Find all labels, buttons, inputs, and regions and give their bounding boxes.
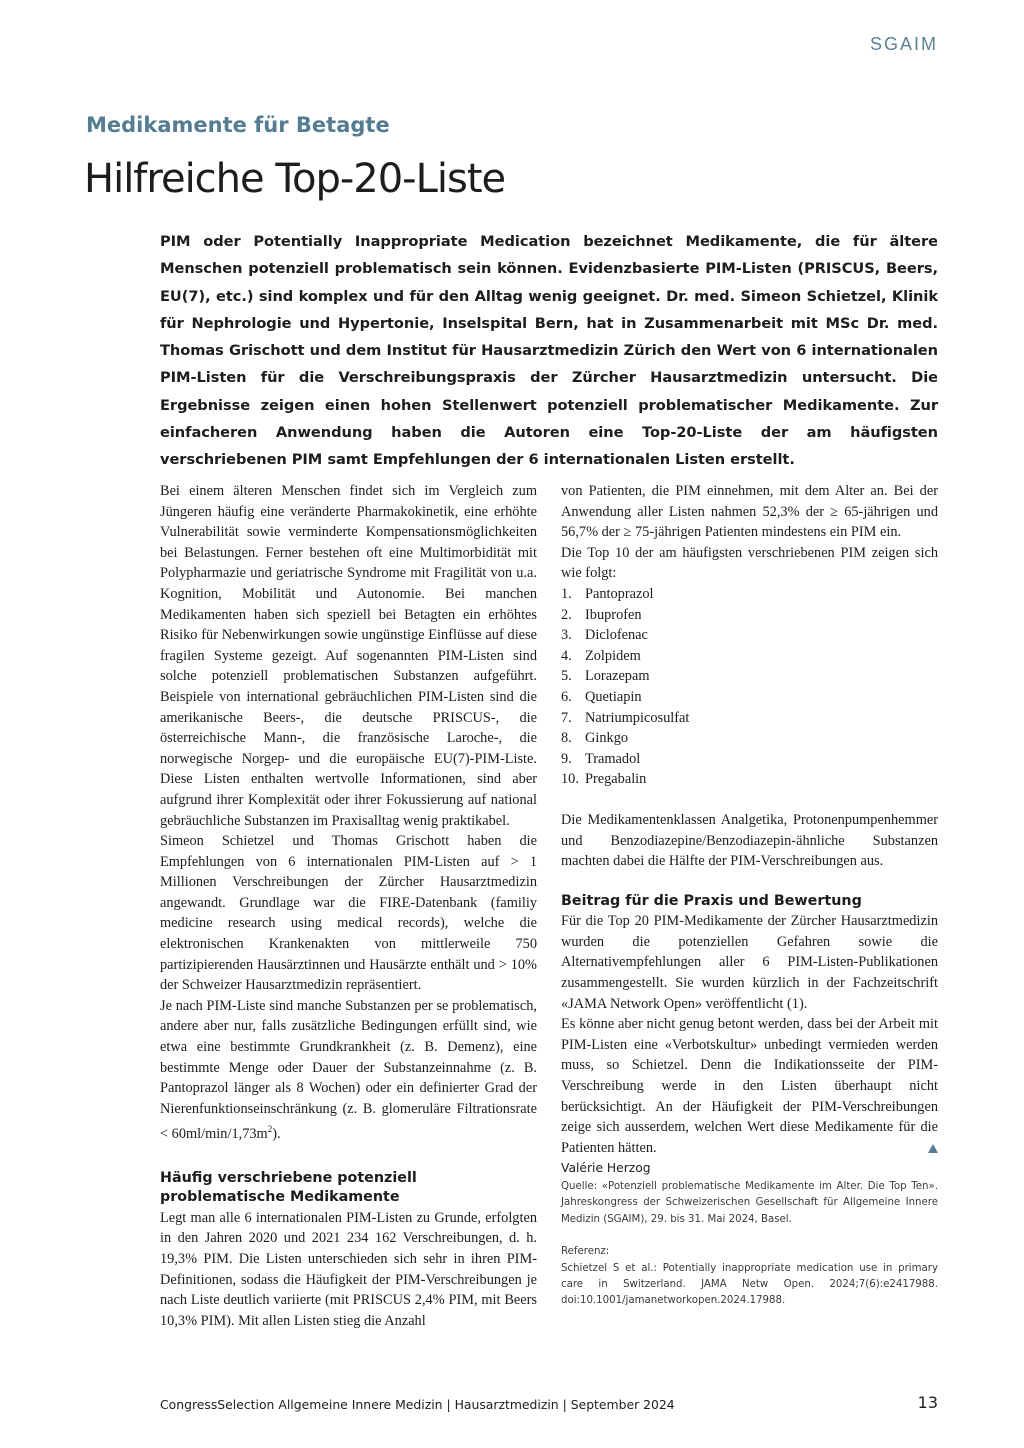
list-text: Ibuprofen — [585, 606, 642, 623]
list-text: Lorazepam — [585, 668, 650, 685]
list-text: Ginkgo — [585, 730, 629, 747]
article-title: Hilfreiche Top-20-Liste — [84, 156, 506, 202]
body-paragraph — [561, 1014, 938, 1158]
body-paragraph: Bei einem älteren Menschen findet sich im Vergleich zum Jüngeren häufig eine veränderte Pharmakokinetik, eine erhöhte Vulnerabilität sowie verminderte Kompensationsmöglichkeiten bei Belastungen. Ferner bestehen oft eine Multimorbidität mit Polypharmazie und geriatrische Syndrome mit Fragilität von u.a. Kognition, Mobilität und Autonomie. Bei manchen Medikamenten haben sich speziell bei Betagten ein erhöhtes Risiko für Nebenwirkungen sowie ungünstige Einflüsse auf diese fragilen Systeme gezeigt. Auf sogenannten PIM-Listen sind solche potenziell problematischen Substanzen aufgeführt. Beispiele von international gebräuchlichen PIM-Listen sind die amerikanische Beers-, die deutsche PRISCUS-, die österreichische Mann-, die französische Laroche-, die norwegische Norgep- und die europäische EU(7)-PIM-Liste. Diese Listen enthalten wertvolle Informationen, sind aber aufgrund ihrer Komplexität oder ihrer Fokussierung auf national gebräuchliche Substanzen im Praxisalltag wenig praktikabel. — [160, 483, 537, 829]
list-item — [561, 687, 938, 708]
list-text: Pregabalin — [585, 771, 647, 788]
list-number: 6. — [561, 688, 572, 705]
list-item — [561, 625, 938, 646]
list-text: Pantoprazol — [585, 585, 654, 602]
superscript: 2 — [267, 1124, 273, 1135]
list-item — [561, 728, 938, 749]
list-number: 4. — [561, 647, 572, 664]
list-text: Tramadol — [585, 750, 641, 767]
reference-text: Schietzel S et al.: Potentially inappropriate medication use in primary care in Switzerland. JAMA Netw Open. 2024;7(6):e2417988. doi:10.1001/jamanetworkopen.2024.17988. — [561, 1262, 938, 1307]
list-number: 5. — [561, 668, 572, 685]
list-item — [561, 708, 938, 729]
author-name: Valérie Herzog — [561, 1161, 651, 1176]
right-column — [561, 481, 938, 1310]
body-paragraph: Die Medikamentenklassen Analgetika, Protonenpumpenhemmer und Benzodiazepine/Benzodiazepin-ähnliche Substanzen machten dabei die Hälfte der PIM-Verschreibungen aus. — [561, 811, 938, 870]
list-item — [561, 749, 938, 770]
body-paragraph: Legt man alle 6 internationalen PIM-Listen zu Grunde, erfolgten in den Jahren 2020 und 2021 234 162 Verschreibungen, d. h. 19,3% PIM. Die Listen unterschieden sich sehr in ihren PIM-Definitionen, sodass die Häufigkeit der PIM-Verschreibungen je nach Liste deutlich variierte (mit PRISCUS 2,4% PIM, mit Beers 10,3% PIM). Mit allen Listen stieg die Anzahl — [160, 1209, 537, 1329]
list-number: 8. — [561, 730, 572, 747]
body-paragraph: Für die Top 20 PIM-Medikamente der Zürcher Hausarztmedizin wurden die potenziellen Gefahren sowie die Alternativempfehlungen aller 6 PIM-Listen-Publikationen zusammengestellt. Sie wurden kürzlich in der Fachzeitschrift «JAMA Network Open» veröffentlicht (1). — [561, 913, 938, 1012]
list-item — [561, 646, 938, 667]
section-heading: Beitrag für die Praxis und Bewertung — [561, 892, 862, 909]
list-text: Zolpidem — [585, 647, 641, 664]
list-text: Quetiapin — [585, 688, 642, 705]
page-number: 13 — [917, 1393, 938, 1412]
body-text: ). — [272, 1126, 281, 1143]
list-text: Diclofenac — [585, 627, 648, 644]
source-note: Quelle: «Potenziell problematische Medikamente im Alter. Die Top Ten». Jahreskongress der Schweizerischen Gesellschaft für Allgemeine Innere Medizin (SGAIM), 29. bis 31. Mai 2024, Basel. — [561, 1180, 938, 1225]
list-number: 10. — [561, 771, 579, 788]
triangle-up-icon — [928, 1144, 938, 1153]
list-number: 3. — [561, 627, 572, 644]
section-heading: Häufig verschriebene potenziell problematische Medikamente — [160, 1169, 417, 1206]
top10-list — [561, 584, 938, 790]
list-text: Natriumpicosulfat — [585, 709, 690, 726]
list-item — [561, 769, 938, 790]
body-paragraph: Simeon Schietzel und Thomas Grischott haben die Empfehlungen von 6 internationalen PIM-Listen auf > 1 Millionen Verschreibungen der Zürcher Hausarztmedizin angewandt. Grundlage war die FIRE-Datenbank (familiy medicine research using medical records), welche die elektronischen Krankenakten von mittlerweile 750 partizipierenden Hausärztinnen und Hausärzte enthält und > 10% der Schweizer Hausarztmedizin repräsentiert. — [160, 833, 537, 994]
section-tag: SGAIM — [869, 34, 938, 54]
article-lead: PIM oder Potentially Inappropriate Medication bezeichnet Medikamente, die für ältere Menschen potenziell problematisch sein können. Evidenzbasierte PIM-Listen (PRISCUS, Beers, EU(7), etc.) sind komplex und für den Alltag wenig geeignet. Dr. med. Simeon Schietzel, Klinik für Nephrologie und Hypertonie, Inselspital Bern, hat in Zusammenarbeit mit MSc Dr. med. Thomas Grischott und dem Institut für Hausarztmedizin Zürich den Wert von 6 internationalen PIM-Listen für die Verschreibungspraxis der Zürcher Hausarztmedizin untersucht. Die Ergebnisse zeigen einen hohen Stellenwert potenziell problematischer Medikamente. Zur einfacheren Anwendung haben die Autoren eine Top-20-Liste der am häufigsten verschriebenen PIM samt Empfehlungen der 6 internationalen Listen erstellt. — [160, 233, 938, 469]
list-number: 2. — [561, 606, 572, 623]
body-text: Je nach PIM-Liste sind manche Substanzen per se problematisch, andere aber nur, falls zusätzliche Bedingungen erfüllt sind, wie etwa eine bestimmte Grundkrankheit (z. B. Demenz), eine bestimmte Menge oder Dauer der Substanzeinnahme (z. B. Pantoprazol länger als 8 Wochen) oder ein definierter Grad der Nierenfunktionseinschränkung (z. B. glomeruläre Filtrationsrate < 60ml/min/1,73m — [160, 997, 537, 1143]
list-number: 7. — [561, 709, 572, 726]
reference-label: Referenz: — [561, 1246, 610, 1258]
body-paragraph — [160, 996, 537, 1145]
body-paragraph: von Patienten, die PIM einnehmen, mit dem Alter an. Bei der Anwendung aller Listen nahmen 52,3% der ≥ 65-jährigen und 56,7% der ≥ 75-jährigen Patienten mindestens ein PIM ein. — [561, 483, 938, 541]
body-paragraph: Die Top 10 der am häufigsten verschriebenen PIM zeigen sich wie folgt: — [561, 544, 938, 582]
body-text: Es könne aber nicht genug betont werden, dass bei der Arbeit mit PIM-Listen eine «Verbotskultur» unbedingt vermieden werden muss, so Schietzel. Denn die Indikationsseite der PIM-Verschreibung werde in den Listen überhaupt nicht berücksichtigt. An der Häufigkeit der PIM-Verschreibungen zeige sich ausserdem, welchen Wert diese Medikamente für die Patienten hätten. — [561, 1016, 938, 1156]
list-item — [561, 605, 938, 626]
left-column — [160, 481, 537, 1331]
list-number: 1. — [561, 585, 572, 602]
footer-publication: CongressSelection Allgemeine Innere Medizin | Hausarztmedizin | September 2024 — [160, 1397, 675, 1412]
list-number: 9. — [561, 750, 572, 767]
article-kicker: Medikamente für Betagte — [86, 113, 390, 137]
list-item — [561, 584, 938, 605]
list-item — [561, 666, 938, 687]
reference-note — [561, 1244, 938, 1310]
